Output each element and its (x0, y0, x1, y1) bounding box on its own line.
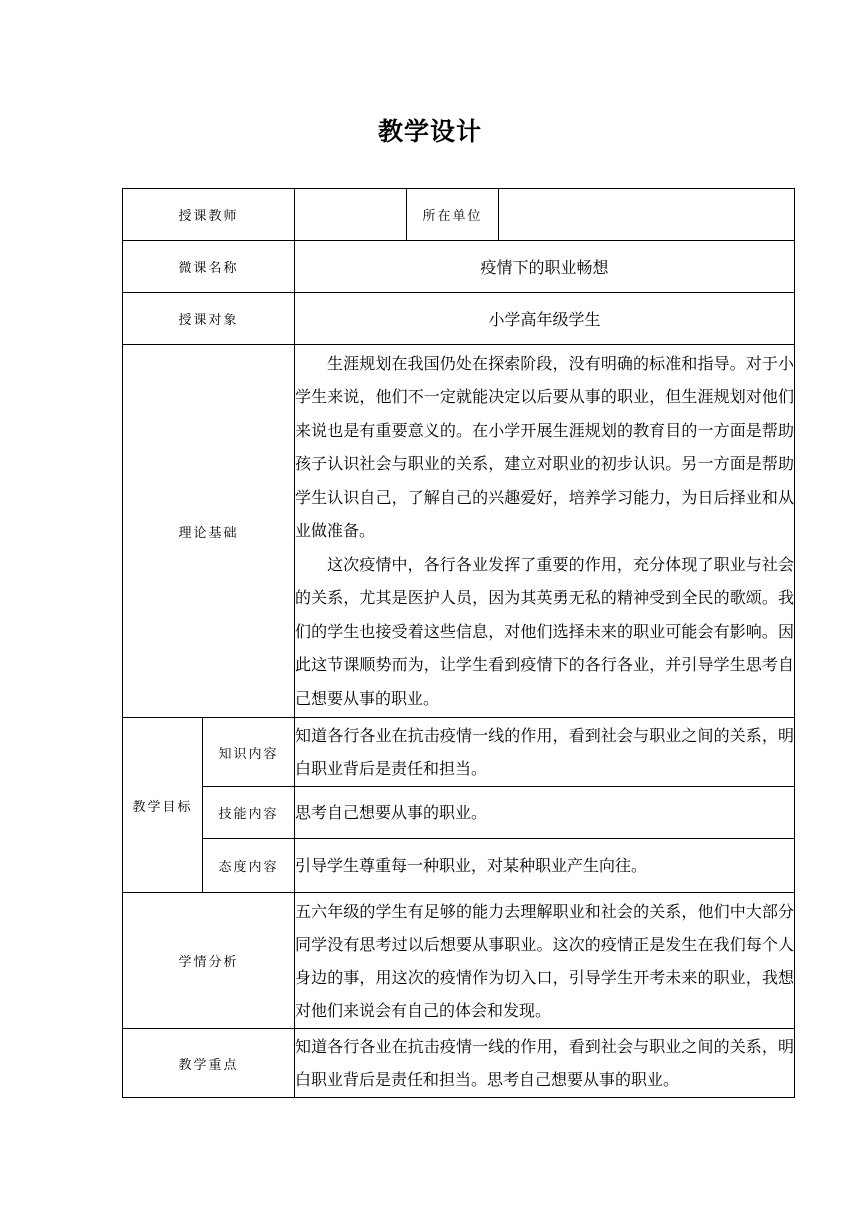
objective-skill-value: 思考自己想要从事的职业。 (295, 787, 795, 839)
analysis-label: 学情分析 (123, 893, 295, 1029)
lesson-design-table (122, 188, 795, 1098)
theory-paragraph: 生涯规划在我国仍处在探索阶段，没有明确的标准和指导。对于小学生来说，他们不一定就能决定以后要从事的职业，但生涯规划对他们来说也是有重要意义的。在小学开展生涯规划的教育目的一方面是帮助孩子认识社会与职业的关系，建立对职业的初步认识。另一方面是帮助学生认识自己，了解自己的兴趣爱好，培养学习能力，为日后择业和从业做准备。 (295, 353, 795, 541)
audience-label: 授课对象 (123, 293, 295, 345)
analysis-row (123, 893, 795, 1029)
teacher-value (295, 189, 407, 241)
key-points-label: 教学重点 (123, 1029, 295, 1098)
objective-knowledge-label: 知识内容 (203, 718, 295, 787)
objective-knowledge-value: 知道各行各业在抗击疫情一线的作用，看到社会与职业之间的关系，明白职业背后是责任和担当。 (295, 718, 795, 787)
teacher-row (123, 189, 795, 241)
theory-label: 理论基础 (123, 345, 295, 718)
theory-paragraph: 这次疫情中，各行各业发挥了重要的作用，充分体现了职业与社会的关系，尤其是医护人员，因为其英勇无私的精神受到全民的歌颂。我们的学生也接受着这些信息，对他们选择未来的职业可能会有影响。因此这节课顺势而为，让学生看到疫情下的各行各业，并引导学生思考自己想要从事的职业。 (295, 554, 795, 708)
analysis-value: 五六年级的学生有足够的能力去理解职业和社会的关系，他们中大部分同学没有思考过以后想要从事职业。这次的疫情正是发生在我们每个人身边的事，用这次的疫情作为切入口，引导学生开考未来的职业，我想对他们来说会有自己的体会和发现。 (295, 893, 795, 1029)
course-name-row (123, 241, 795, 293)
teacher-label: 授课教师 (123, 189, 295, 241)
audience-value: 小学高年级学生 (295, 293, 795, 345)
key-points-value: 知道各行各业在抗击疫情一线的作用，看到社会与职业之间的关系，明白职业背后是责任和担当。思考自己想要从事的职业。 (295, 1029, 795, 1098)
audience-row (123, 293, 795, 345)
objective-row-knowledge (123, 718, 795, 787)
course-name-value: 疫情下的职业畅想 (295, 241, 795, 293)
unit-label: 所在单位 (407, 189, 499, 241)
theory-row (123, 345, 795, 718)
objective-row-skill (123, 787, 795, 839)
document-title: 教学设计 (377, 117, 482, 146)
unit-value (499, 189, 795, 241)
objective-attitude-value: 引导学生尊重每一种职业，对某种职业产生向往。 (295, 839, 795, 893)
theory-content (295, 345, 795, 718)
objective-row-attitude (123, 839, 795, 893)
objective-skill-label: 技能内容 (203, 787, 295, 839)
objective-attitude-label: 态度内容 (203, 839, 295, 893)
objectives-label: 教学目标 (123, 718, 203, 893)
key-points-row (123, 1029, 795, 1098)
course-name-label: 微课名称 (123, 241, 295, 293)
